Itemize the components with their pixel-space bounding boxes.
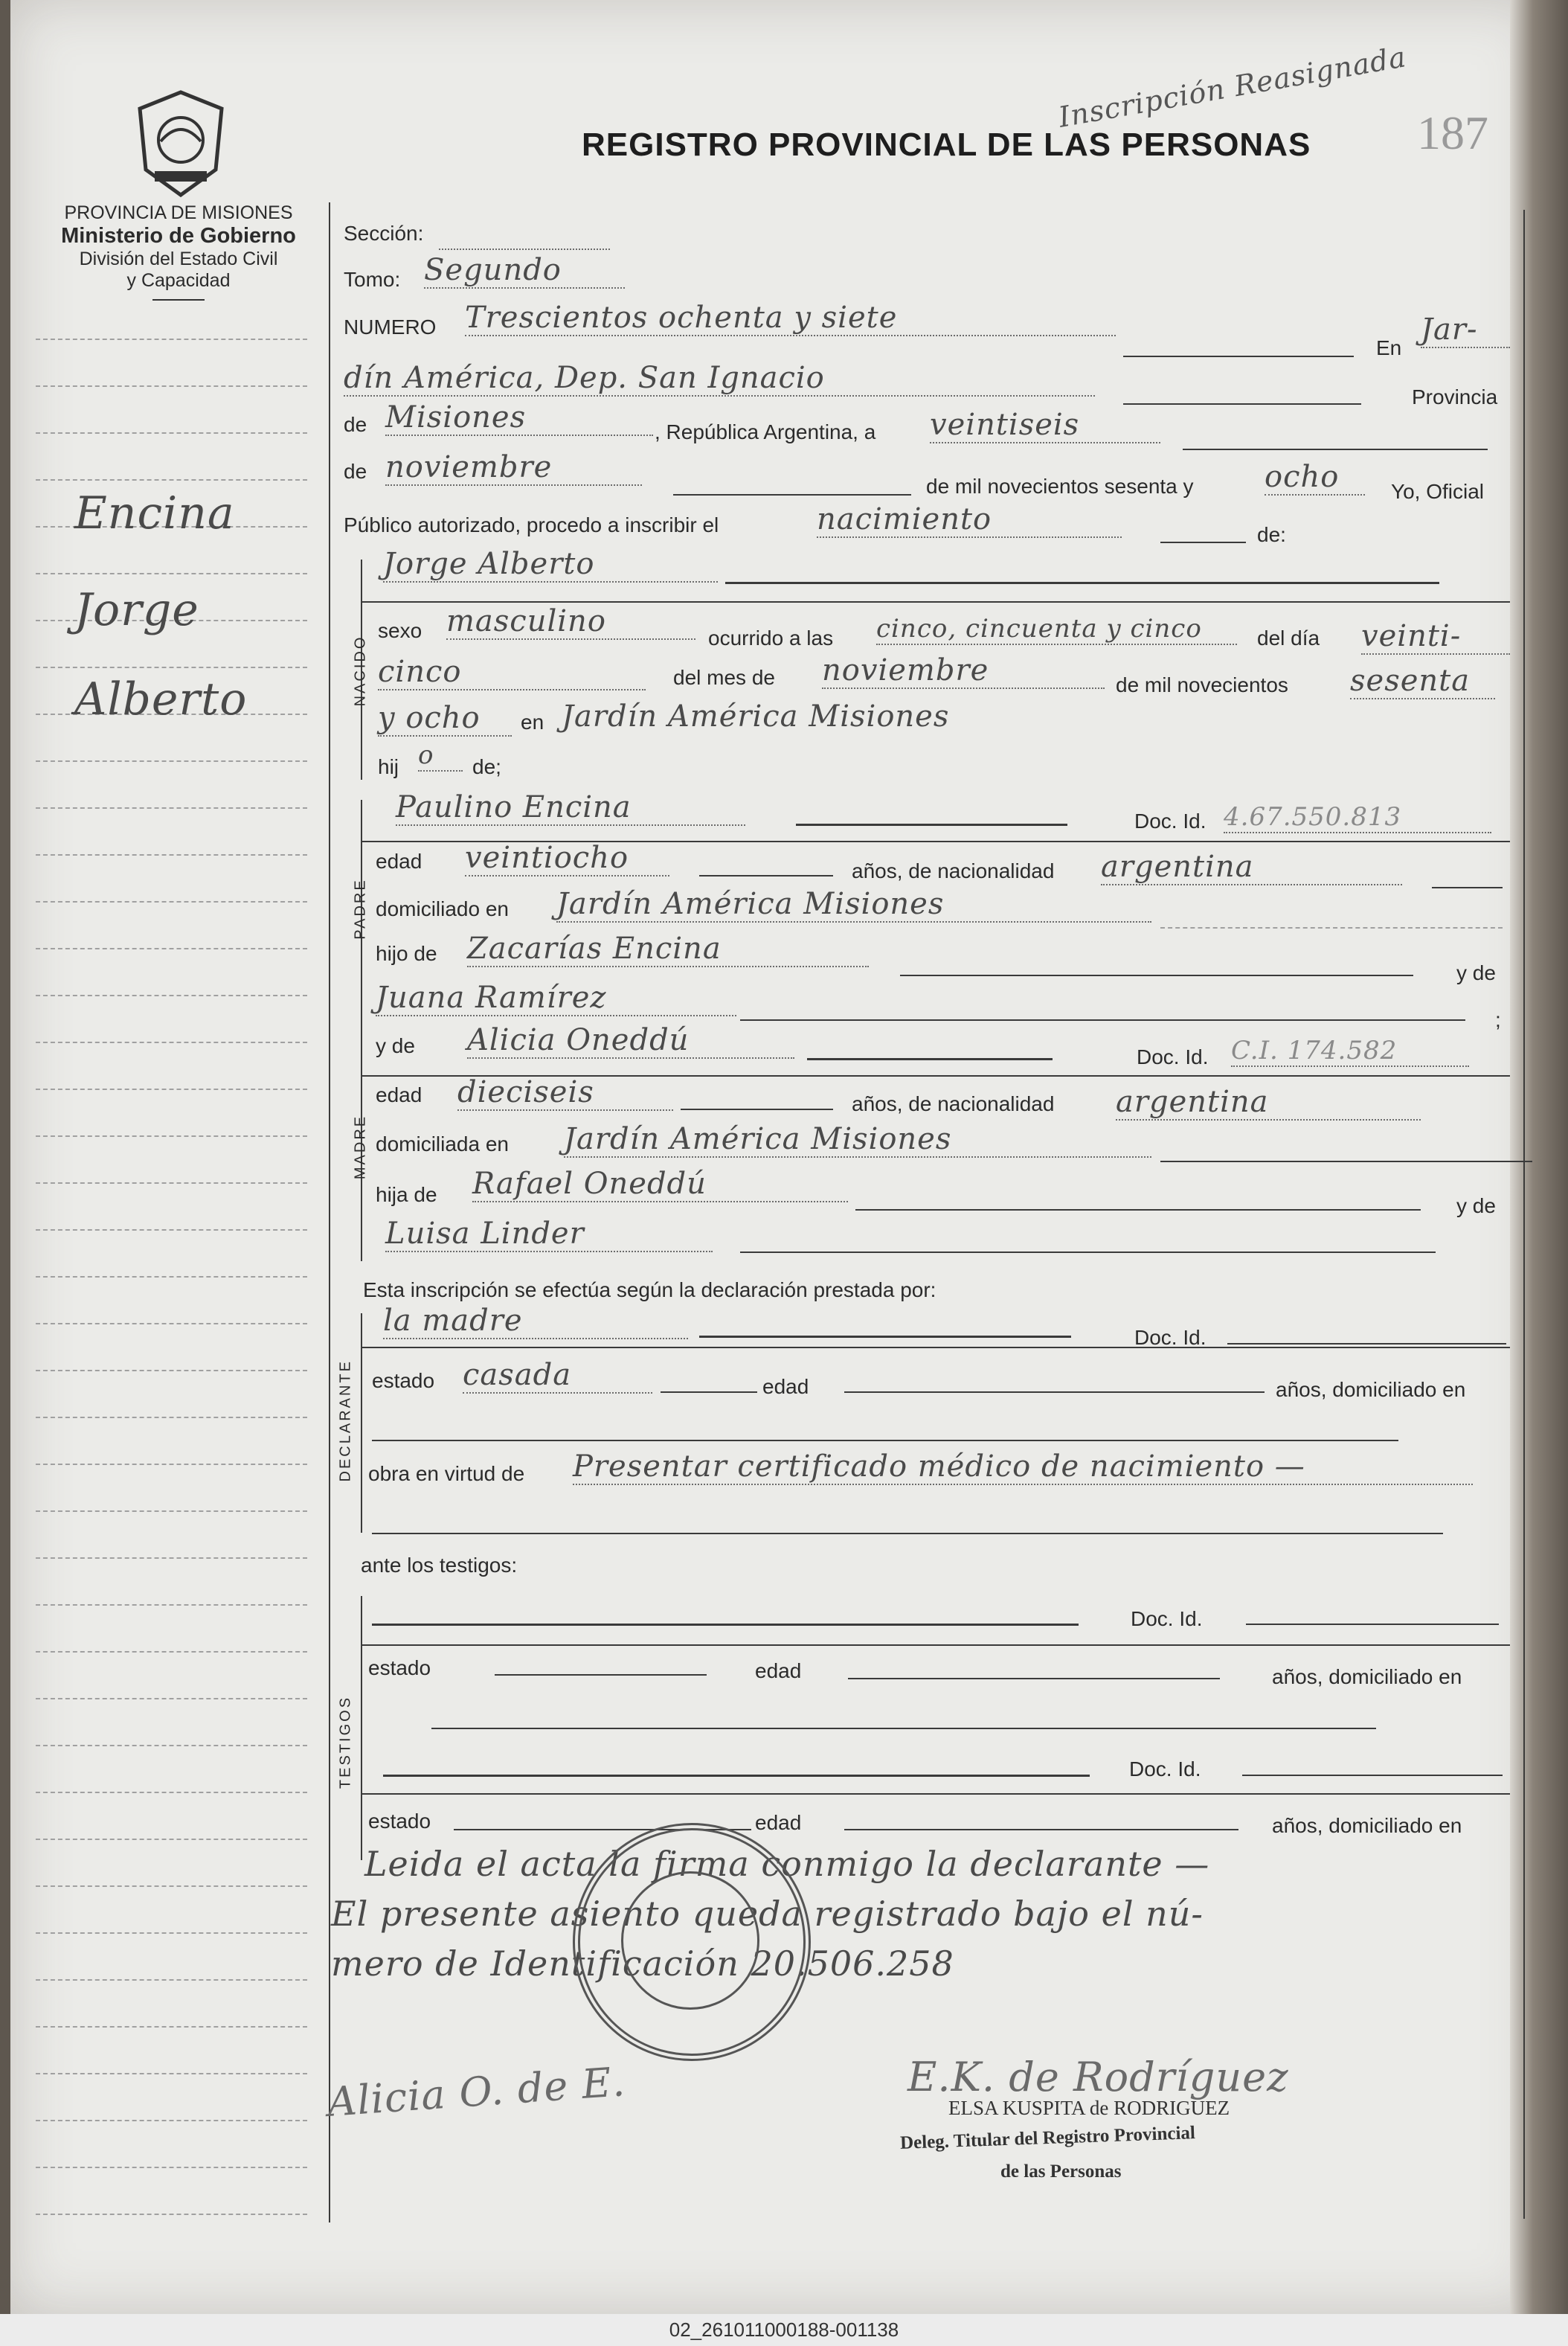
declarante-edad-label: edad [762,1375,809,1398]
declarante-estado-label: estado [372,1369,435,1392]
madre-edad-label: edad [376,1083,422,1106]
madre-nombre-value: Alicia Oneddú [467,1023,794,1059]
declarante-value: la madre [383,1304,688,1339]
ministry-header [22,202,335,301]
margin-rule-line [36,1604,307,1606]
ante-testigos-label: ante los testigos: [361,1554,518,1577]
province-name: PROVINCIA DE MISIONES [64,202,293,223]
testigo2-edad-label: edad [755,1811,802,1834]
margin-rule-line [36,1651,307,1653]
margin-rule-line [36,1229,307,1231]
de2-label: de [344,460,367,483]
madre-y-de-label: y de [376,1034,415,1057]
testigo1-edad-label: edad [755,1659,802,1682]
document-page: PROVINCIA DE MISIONES Ministerio de Gobierno División del Estado Civil y Capacidad REGISTRO PROVINCIAL DE LAS PERSONAS 187 Inscripción Reasignada Encina Jorge Alberto Sección: Tomo: Segundo NUMERO Trescientos ochenta y siete En Jar- dín América, Dep. San Ignacio Provincia de Misiones , República Argentina, a veintiseis de noviembre de mil novecientos sesenta y ocho Yo, Oficial Público autorizado, procedo a inscribir el nacimiento de: NACIDO Jorge Alberto sexo masculino ocurrido a las cinco, cincuenta y cinco del día veinti- cinco del mes de noviembre de mil novecientos sesenta y ocho en Jardín América Misiones hij o de; PADRE Paulino Encina Doc. Id. 4.67.550.813 edad veintiocho años, de nacionalidad argentina domiciliado en Jardín América Misiones hijo de Zacarías Encina y de Juana Ramírez ; MADRE y de Alicia Oneddú Doc. Id. C.I. 174.582 edad dieciseis años, de nacionalidad argentina domiciliada en Jardín América Misiones hija de Rafael Oneddú y de Luisa Linder Esta inscripción se efectúa según la declaración prestada por: DECLARANTE la madre Doc. Id. estado casada edad años, domiciliado en obra en virtud de Presentar certificado médico de nacimiento — ante los testigos: TESTIGOS Doc. Id. estado edad años, domiciliado en Doc. Id. estado edad años, domiciliado en Leida el acta la firma conmigo la declarante — El presente asiento queda registrado bajo el nú- mero de Identificación 20.506.258 Alicia O. de E. E.K. de Rodríguez ELSA KUSPITA de RODRIGUEZ Deleg. Titular del Registro Provincial de las Personas 02_261011000188-001138 [0,0,1568,2346]
sesenta-label: de mil novecientos sesenta y [926,475,1194,498]
closing-line-2: El presente asiento queda registrado bajo el nú- [331,1894,1204,1934]
madre-madre-value: Luisa Linder [385,1217,713,1252]
page-number: 187 [1417,106,1488,159]
madre-doc-label: Doc. Id. [1137,1045,1209,1068]
page-title: REGISTRO PROVINCIAL DE LAS PERSONAS [582,126,1311,163]
acto-value: nacimiento [817,502,1122,538]
testigos-section-label: TESTIGOS [337,1695,354,1789]
margin-rule-line [36,432,307,434]
dia-nac-value-2: cinco [378,655,646,690]
numero-value: Trescientos ochenta y siete [465,301,1116,336]
anio-value: ocho [1265,460,1365,496]
margin-rule-line [36,1135,307,1137]
nacido-section-label: NACIDO [352,635,369,707]
official-name: ELSA KUSPITA de RODRIGUEZ [948,2097,1230,2119]
margin-rule-line [36,1370,307,1371]
padre-y-de-label: y de [1456,961,1496,984]
top-annotation: Inscripción Reasignada [1055,40,1409,134]
margin-second-name: Alberto [74,673,248,725]
official-role-1: Deleg. Titular del Registro Provincial [899,2123,1196,2153]
margin-rule-line [36,2214,307,2215]
anio-nac-value-2: y ocho [378,701,512,737]
madre-section-label: MADRE [352,1114,369,1180]
madre-y-de-label-2: y de [1456,1194,1496,1217]
sexo-value: masculino [446,604,695,640]
hora-value: cinco, cincuenta y cinco [876,614,1237,645]
padre-dom-value: Jardín América Misiones [556,887,1151,923]
margin-rule-line [36,1510,307,1512]
official-signature: E.K. de Rodríguez [907,2054,1289,2100]
testigo2-anos-label: años, domiciliado en [1272,1814,1462,1837]
padre-nombre-value: Paulino Encina [396,790,745,826]
publico-label: Público autorizado, procedo a inscribir el [344,513,719,536]
nombre-value: Jorge Alberto [383,547,718,583]
seccion-label: Sección: [344,222,424,245]
del-mes-label: del mes de [673,666,775,689]
margin-rule-line [36,948,307,949]
declaracion-label: Esta inscripción se efectúa según la declaración prestada por: [363,1278,936,1301]
margin-rule-line [36,573,307,574]
en2-label: en [521,711,544,734]
official-role-2: de las Personas [1000,2161,1122,2182]
division-name: División del Estado Civil [79,249,278,269]
margin-rule-line [36,2120,307,2121]
margin-rule-line [36,1885,307,1887]
image-footer [0,2314,1568,2346]
right-border [1523,210,1525,2219]
margin-surname: Encina [74,487,235,539]
lugar-nac-value: Jardín América Misiones [562,699,950,734]
madre-padre-value: Rafael Oneddú [472,1167,848,1202]
tomo-value: Segundo [424,253,625,289]
madre-edad-value: dieciseis [457,1075,673,1111]
numero-label: NUMERO [344,315,437,339]
testigo2-doc-label: Doc. Id. [1129,1757,1201,1781]
yo-oficial-label: Yo, Oficial [1391,480,1485,503]
padre-nac-label: años, de nacionalidad [852,859,1055,882]
padre-padre-value: Zacarías Encina [467,932,869,967]
margin-rule-line [36,2026,307,2028]
testigo1-estado-label: estado [368,1656,431,1679]
declarante-estado-value: casada [463,1358,652,1394]
madre-dom-value: Jardín América Misiones [564,1122,1151,1158]
padre-section-label: PADRE [352,878,369,940]
margin-rule-line [36,1839,307,1840]
margin-rule-line [36,339,307,340]
provincia-value: Misiones [385,400,653,436]
margin-rule-line [36,2167,307,2168]
madre-nac-value: argentina [1116,1085,1421,1121]
margin-rule-line [36,1042,307,1043]
del-dia-label: del día [1257,626,1320,650]
declarante-anos-label: años, domiciliado en [1276,1378,1466,1401]
margin-rule-line [36,667,307,668]
de-mil-label: de mil novecientos [1116,673,1288,696]
margin-rule-line [36,1417,307,1418]
margin-rule-line [36,1932,307,1934]
margin-rule-line [36,1089,307,1090]
hij-suffix-value: o [418,740,463,772]
padre-nac-value: argentina [1101,850,1402,885]
book-binding [1510,0,1568,2314]
testigo2-estado-label: estado [368,1810,431,1833]
tomo-label: Tomo: [344,268,401,291]
margin-rule-line [36,479,307,481]
testigo1-anos-label: años, domiciliado en [1272,1665,1462,1688]
ministry-name: Ministerio de Gobierno [61,224,296,248]
ocurrido-label: ocurrido a las [708,626,834,650]
mes-nac-value: noviembre [822,653,1105,689]
republica-label: , República Argentina, a [655,420,876,443]
sexo-label: sexo [378,619,422,642]
hij-label: hij [378,755,399,778]
margin-rule-line [36,1745,307,1746]
dia-value: veintiseis [930,408,1160,443]
margin-rule-line [36,1276,307,1278]
margin-rule-line [36,1323,307,1324]
madre-nac-label: años, de nacionalidad [852,1092,1055,1115]
declarant-signature: Alicia O. de E. [326,2058,627,2126]
madre-dom-label: domiciliada en [376,1132,509,1156]
margin-rule-line [36,807,307,809]
de-semicolon-label: de; [472,755,501,778]
madre-doc-value: C.I. 174.582 [1231,1036,1469,1067]
margin-rule-line [36,995,307,996]
provincia-label: Provincia [1412,385,1498,408]
division-name-2: y Capacidad [126,270,231,291]
anio-nac-value-1: sesenta [1350,664,1495,699]
hijo-de-label: hijo de [376,942,437,965]
obra-label: obra en virtud de [368,1462,525,1485]
padre-edad-value: veintiocho [465,841,669,876]
coat-of-arms-icon [132,88,229,199]
margin-line [329,202,330,2222]
margin-rule-line [36,2073,307,2074]
closing-line-1: Leida el acta la firma conmigo la declarante — [364,1844,1210,1884]
margin-rule-line [36,1698,307,1699]
dia-nac-value-1: veinti- [1361,619,1510,655]
padre-dom-label: domiciliado en [376,897,509,920]
margin-rule-line [36,1182,307,1184]
padre-edad-label: edad [376,850,422,873]
margin-rule-line [36,1792,307,1793]
closing-line-3: mero de Identificación 20.506.258 [331,1943,954,1984]
lugar-value-1: Jar- [1421,313,1510,348]
margin-rule-line [36,1557,307,1559]
footer-code: 02_261011000188-001138 [669,2318,899,2341]
mes-value: noviembre [385,450,642,486]
margin-rule-line [36,1464,307,1465]
declarante-doc-label: Doc. Id. [1134,1326,1206,1349]
en-label: En [1376,336,1402,359]
lugar-value-2: dín América, Dep. San Ignacio [344,361,1095,397]
margin-rule-line [36,760,307,762]
margin-rule-line [36,854,307,856]
testigo1-doc-label: Doc. Id. [1131,1607,1203,1630]
seccion-field [439,222,610,250]
padre-doc-label: Doc. Id. [1134,810,1206,833]
hija-de-label: hija de [376,1183,437,1206]
obra-value: Presentar certificado médico de nacimiento — [573,1449,1473,1485]
margin-rule-line [36,1979,307,1981]
margin-rule-line [36,901,307,903]
de-colon-label: de: [1257,523,1286,546]
margin-rule-line [36,385,307,387]
de-label: de [344,413,367,436]
declarante-section-label: DECLARANTE [337,1359,354,1482]
padre-doc-value: 4.67.550.813 [1224,802,1491,833]
padre-madre-value: Juana Ramírez [376,981,736,1016]
margin-first-name: Jorge [74,584,199,636]
